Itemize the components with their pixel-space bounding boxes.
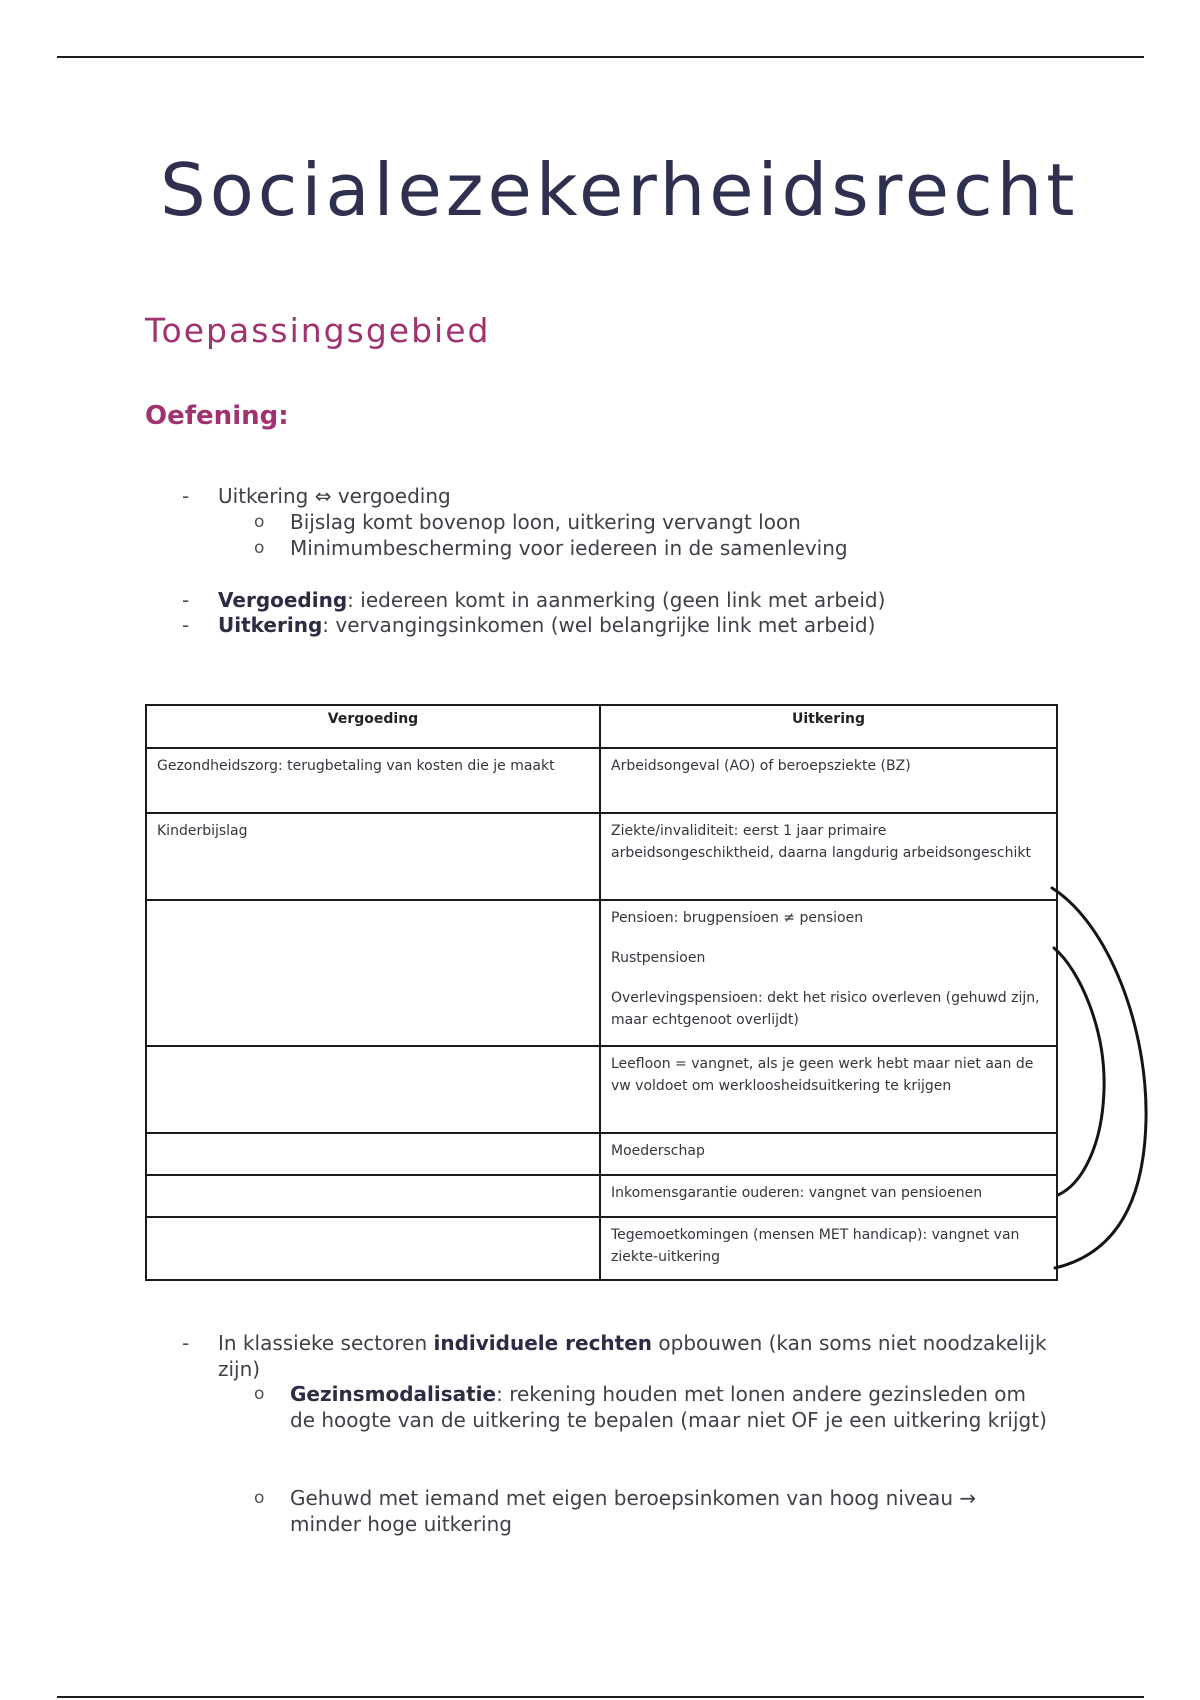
bracket-pensioen-to-inkomensgarantie xyxy=(1054,948,1104,1195)
column-header-uitkering: Uitkering xyxy=(600,705,1057,748)
section-heading: Toepassingsgebied xyxy=(145,311,491,350)
column-header-vergoeding: Vergoeding xyxy=(146,705,600,748)
term-vergoeding: Vergoeding xyxy=(218,588,348,612)
sub-bullet: o xyxy=(254,538,265,558)
sub-bullet: o xyxy=(254,1488,265,1508)
list-dash: - xyxy=(182,613,190,637)
term-uitkering: Uitkering xyxy=(218,613,323,637)
cell-line: Moederschap xyxy=(611,1143,705,1159)
sub-list-item: Bijslag komt bovenop loon, uitkering vervangt loon xyxy=(290,510,801,534)
list-item: Uitkering ⇔ vergoeding xyxy=(218,484,451,508)
table-cell: Gezondheidszorg: terugbetaling van kosten die je maakt xyxy=(146,748,600,813)
cell-line: Leefloon = vangnet, als je geen werk hebt maar niet aan de vw voldoet om werkloosheidsuitkering te krijgen xyxy=(611,1056,1034,1094)
exercise-heading: Oefening: xyxy=(145,401,289,431)
term-gezinsmodalisatie: Gezinsmodalisatie xyxy=(290,1382,497,1406)
sub-bullet: o xyxy=(254,1384,265,1404)
cell-line: Tegemoetkomingen (mensen MET handicap): vangnet van ziekte-uitkering xyxy=(611,1227,1020,1265)
cell-line: Ziekte/invaliditeit: eerst 1 jaar primaire arbeidsongeschiktheid, daarna langdurig arbeidsongeschikt xyxy=(611,823,1031,861)
sub-list-item: Gehuwd met iemand met eigen beroepsinkomen van hoog niveau → minder hoge uitkering xyxy=(290,1486,977,1536)
cell-line: Inkomensgarantie ouderen: vangnet van pensioenen xyxy=(611,1185,983,1201)
sub-list-item xyxy=(290,1381,1050,1433)
page-title: Socialezekerheidsrecht xyxy=(160,148,1079,232)
cell-line: Pensioen: brugpensioen ≠ pensioen xyxy=(611,910,864,926)
list-dash: - xyxy=(182,588,190,612)
bottom-rule xyxy=(57,1696,1144,1698)
cell-line: Arbeidsongeval (AO) of beroepsziekte (BZ) xyxy=(611,758,911,774)
list-dash: - xyxy=(182,484,190,508)
list-dash: - xyxy=(182,1331,190,1355)
definition-text: : vervangingsinkomen (wel belangrijke link met arbeid) xyxy=(322,613,876,637)
text-segment: : rekening houden met lonen andere gezinsleden om de hoogte van de uitkering te bepalen (maar niet OF je een uitkering krijgt) xyxy=(290,1382,1047,1432)
term-individuele-rechten: individuele rechten xyxy=(433,1331,653,1355)
sub-bullet: o xyxy=(254,512,265,532)
bracket-ziekte-to-tegemoetkomingen xyxy=(1052,888,1146,1268)
text-segment: opbouwen (kan soms niet noodzakelijk zijn) xyxy=(218,1331,1047,1381)
table-cell: Kinderbijslag xyxy=(146,813,600,900)
cell-line: Overlevingspensioen: dekt het risico overleven (gehuwd zijn, maar echtgenoot overlijdt) xyxy=(611,990,1040,1028)
cell-line: Rustpensioen xyxy=(611,950,706,966)
definition-text: : iedereen komt in aanmerking (geen link met arbeid) xyxy=(347,588,886,612)
list-item xyxy=(218,1330,1048,1382)
text-segment: In klassieke sectoren xyxy=(218,1331,434,1355)
sub-list-item: Minimumbescherming voor iedereen in de samenleving xyxy=(290,536,848,560)
